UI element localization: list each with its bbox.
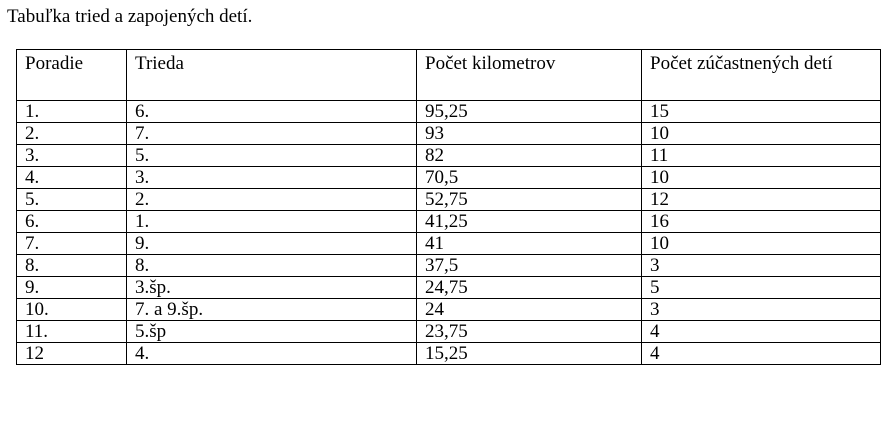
cell-pocet-kilometrov: 95,25 bbox=[417, 101, 642, 123]
cell-poradie: 4. bbox=[17, 167, 127, 189]
cell-trieda: 9. bbox=[127, 233, 417, 255]
cell-pocet-kilometrov: 15,25 bbox=[417, 343, 642, 365]
table-row bbox=[17, 321, 881, 343]
cell-trieda: 5. bbox=[127, 145, 417, 167]
cell-trieda: 4. bbox=[127, 343, 417, 365]
table-row bbox=[17, 299, 881, 321]
table-row bbox=[17, 255, 881, 277]
cell-pocet-kilometrov: 37,5 bbox=[417, 255, 642, 277]
table-row bbox=[17, 145, 881, 167]
cell-pocet-kilometrov: 23,75 bbox=[417, 321, 642, 343]
table-body bbox=[17, 101, 881, 365]
cell-pocet-deti: 4 bbox=[642, 343, 881, 365]
cell-trieda: 3. bbox=[127, 167, 417, 189]
header-pocet-kilometrov: Počet kilometrov bbox=[417, 50, 642, 101]
cell-pocet-deti: 11 bbox=[642, 145, 881, 167]
cell-pocet-deti: 10 bbox=[642, 167, 881, 189]
cell-poradie: 11. bbox=[17, 321, 127, 343]
header-poradie: Poradie bbox=[17, 50, 127, 101]
table-row bbox=[17, 211, 881, 233]
cell-trieda: 3.šp. bbox=[127, 277, 417, 299]
table-header-row bbox=[17, 50, 881, 101]
table-row bbox=[17, 233, 881, 255]
cell-pocet-deti: 15 bbox=[642, 101, 881, 123]
table-caption: Tabuľka tried a zapojených detí. bbox=[7, 6, 253, 27]
cell-pocet-kilometrov: 70,5 bbox=[417, 167, 642, 189]
cell-trieda: 7. a 9.šp. bbox=[127, 299, 417, 321]
table-row bbox=[17, 189, 881, 211]
cell-pocet-kilometrov: 41 bbox=[417, 233, 642, 255]
table-row bbox=[17, 277, 881, 299]
cell-trieda: 5.šp bbox=[127, 321, 417, 343]
cell-pocet-kilometrov: 24,75 bbox=[417, 277, 642, 299]
cell-poradie: 1. bbox=[17, 101, 127, 123]
header-pocet-deti: Počet zúčastnených detí bbox=[642, 50, 881, 101]
cell-poradie: 7. bbox=[17, 233, 127, 255]
cell-pocet-deti: 10 bbox=[642, 233, 881, 255]
header-trieda: Trieda bbox=[127, 50, 417, 101]
cell-pocet-deti: 12 bbox=[642, 189, 881, 211]
cell-pocet-deti: 5 bbox=[642, 277, 881, 299]
cell-pocet-deti: 10 bbox=[642, 123, 881, 145]
cell-poradie: 6. bbox=[17, 211, 127, 233]
cell-poradie: 5. bbox=[17, 189, 127, 211]
cell-trieda: 6. bbox=[127, 101, 417, 123]
cell-poradie: 3. bbox=[17, 145, 127, 167]
cell-trieda: 8. bbox=[127, 255, 417, 277]
cell-pocet-deti: 3 bbox=[642, 299, 881, 321]
cell-poradie: 8. bbox=[17, 255, 127, 277]
cell-pocet-deti: 16 bbox=[642, 211, 881, 233]
cell-trieda: 2. bbox=[127, 189, 417, 211]
cell-poradie: 2. bbox=[17, 123, 127, 145]
cell-pocet-kilometrov: 24 bbox=[417, 299, 642, 321]
cell-trieda: 1. bbox=[127, 211, 417, 233]
table-row bbox=[17, 167, 881, 189]
cell-pocet-deti: 3 bbox=[642, 255, 881, 277]
cell-poradie: 9. bbox=[17, 277, 127, 299]
cell-pocet-kilometrov: 93 bbox=[417, 123, 642, 145]
cell-pocet-deti: 4 bbox=[642, 321, 881, 343]
classes-table bbox=[16, 49, 881, 365]
cell-pocet-kilometrov: 41,25 bbox=[417, 211, 642, 233]
cell-trieda: 7. bbox=[127, 123, 417, 145]
table-row bbox=[17, 123, 881, 145]
cell-pocet-kilometrov: 82 bbox=[417, 145, 642, 167]
table-row bbox=[17, 101, 881, 123]
cell-poradie: 12 bbox=[17, 343, 127, 365]
table-row bbox=[17, 343, 881, 365]
cell-poradie: 10. bbox=[17, 299, 127, 321]
cell-pocet-kilometrov: 52,75 bbox=[417, 189, 642, 211]
